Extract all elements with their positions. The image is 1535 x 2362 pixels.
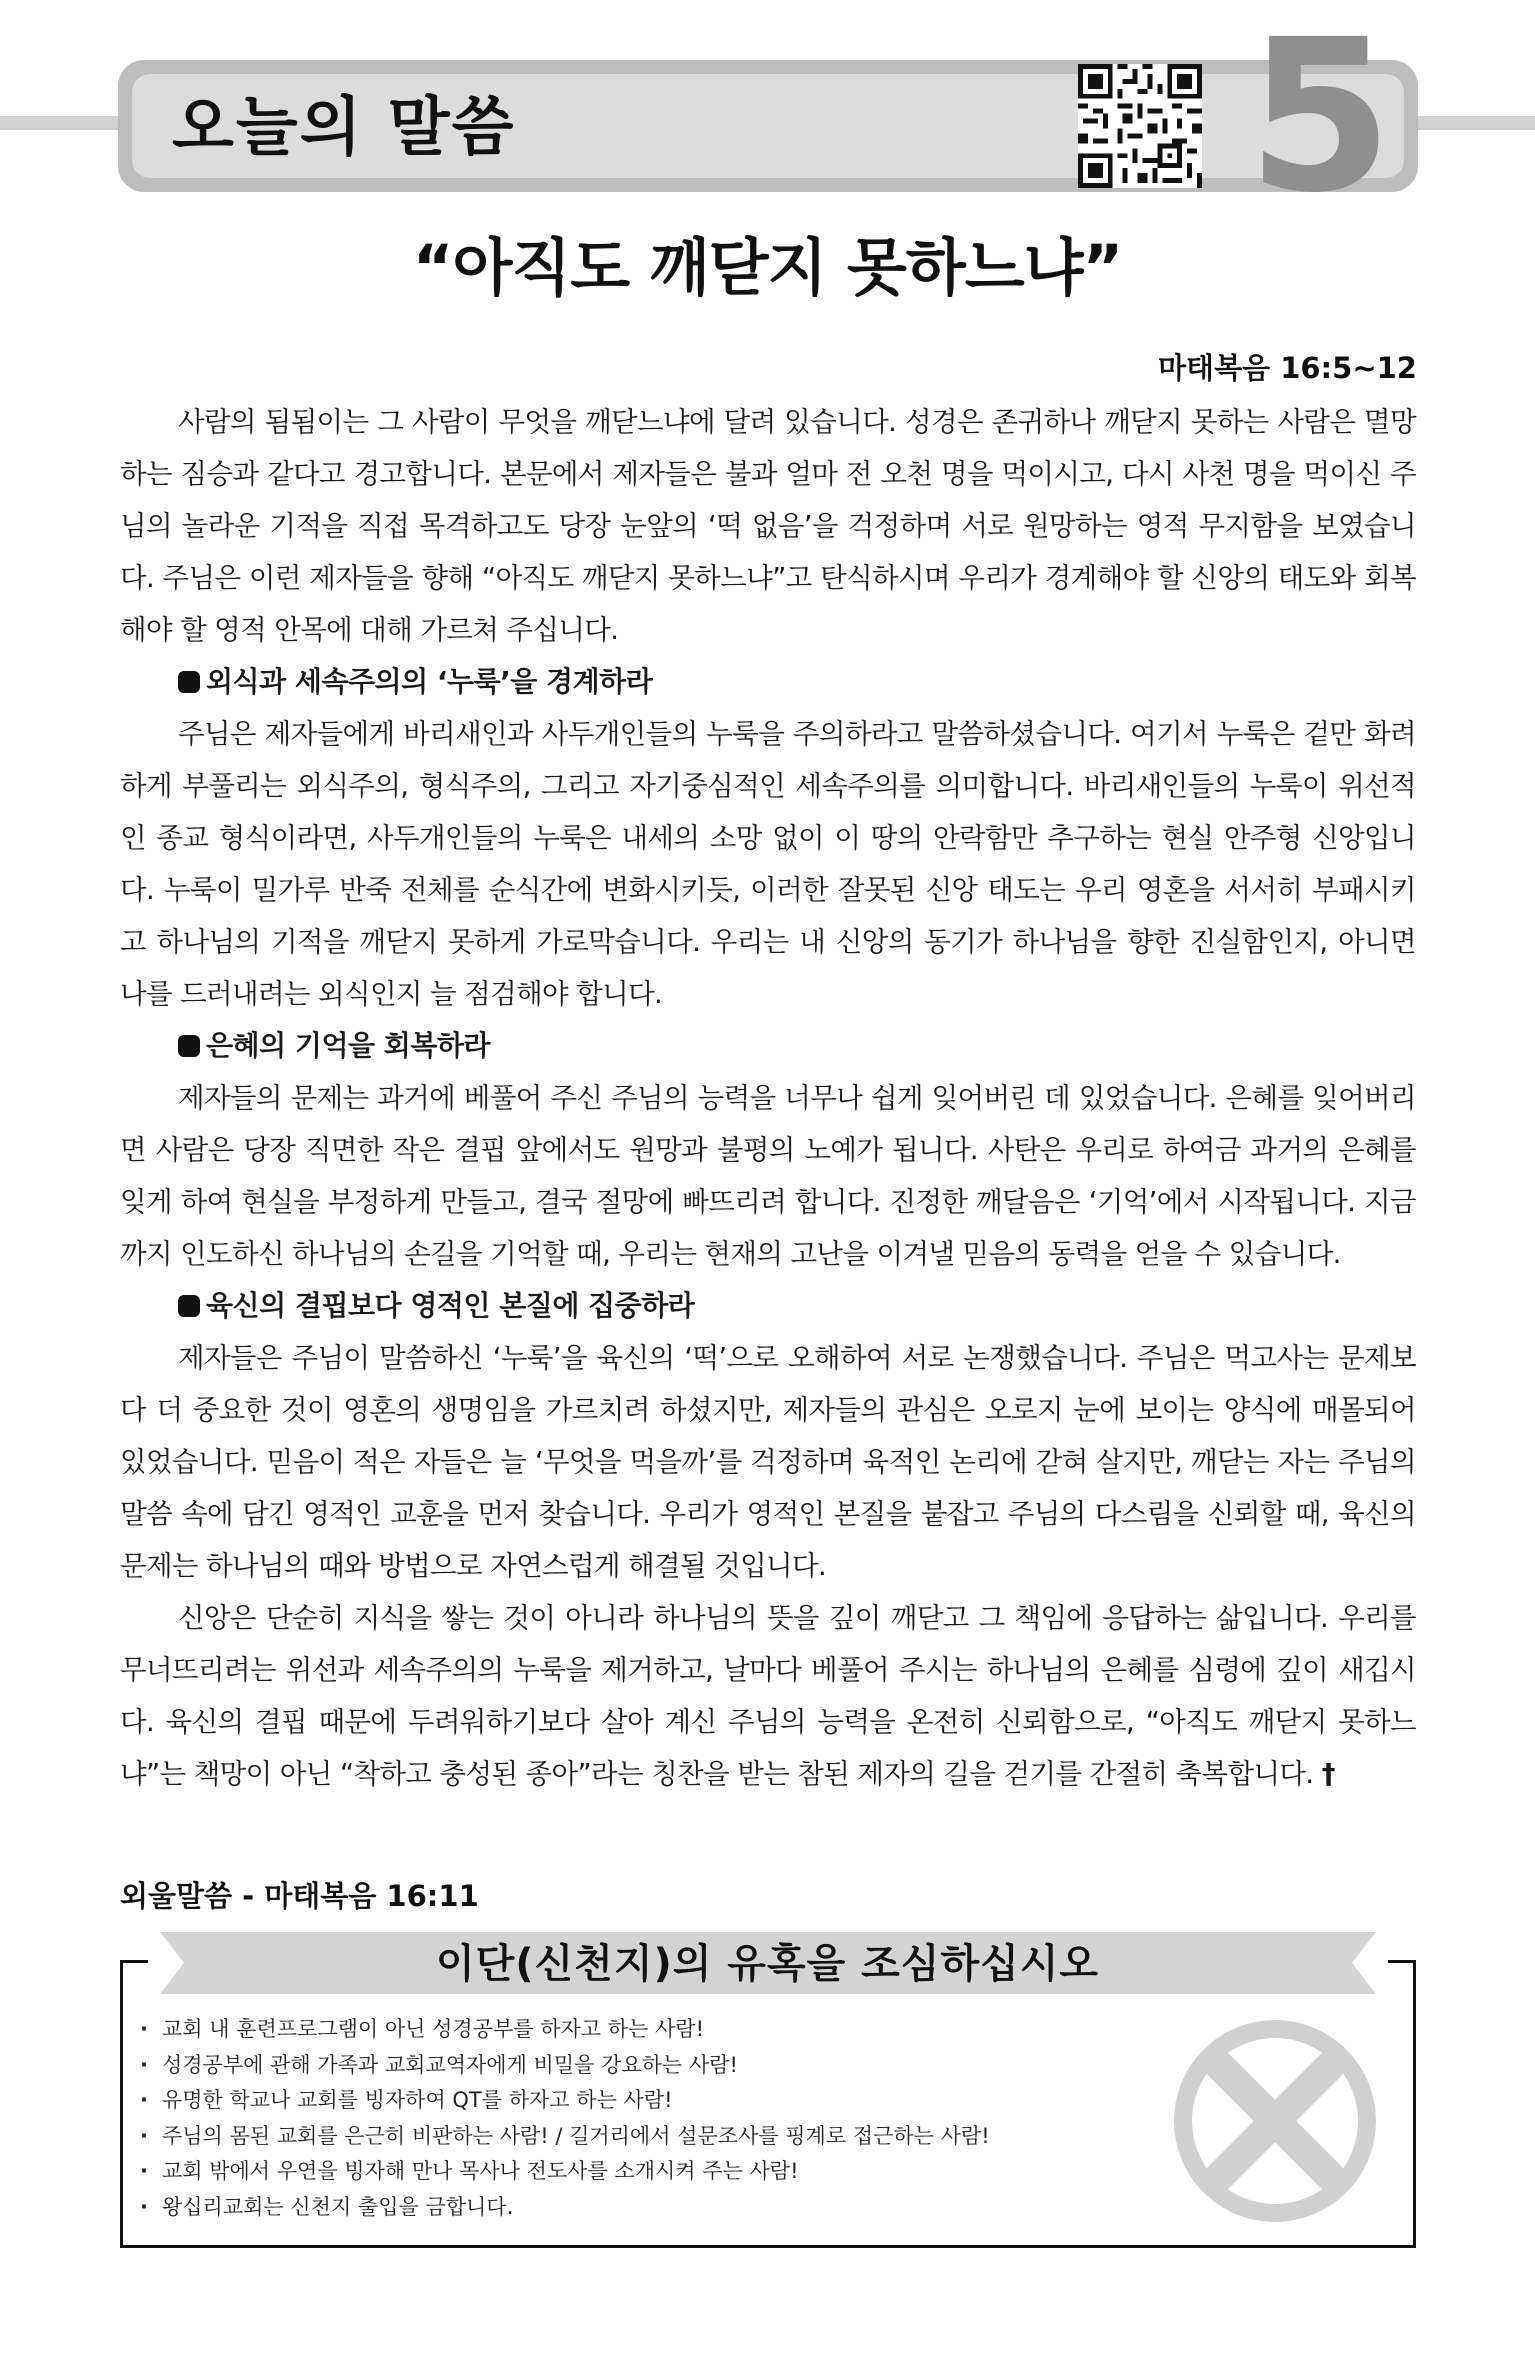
section-title: 오늘의 말씀 [172, 91, 516, 165]
section-heading [120, 1020, 1416, 1072]
prohibition-x-icon [1170, 2016, 1380, 2226]
list-item: · 교회 밖에서 우연을 빙자해 만나 목사나 전도사를 소개시켜 주는 사람! [140, 2154, 990, 2190]
list-item: · 주님의 몸된 교회를 은근히 비판하는 사람! / 길거리에서 설문조사를 핑계로 접근하는 사람! [140, 2119, 990, 2155]
bullet-square-icon [178, 671, 200, 693]
section-heading [120, 1280, 1416, 1332]
section-heading-text: 육신의 결핍보다 영적인 본질에 집중하라 [206, 1289, 695, 1322]
section-heading [120, 656, 1416, 708]
bullet-square-icon [178, 1295, 200, 1317]
scripture-reference: 마태복음 16:5~12 [1158, 351, 1417, 385]
page-number: 5 [1246, 0, 1394, 239]
conclusion-paragraph [120, 1592, 1416, 1800]
qr-code-icon[interactable] [1078, 64, 1202, 188]
section-heading-text: 외식과 세속주의의 ‘누룩’을 경계하라 [206, 665, 653, 698]
conclusion-text: 신앙은 단순히 지식을 쌓는 것이 아니라 하나님의 뜻을 깊이 깨닫고 그 책임에 응답하는 삶입니다. 우리를 무너뜨리려는 위선과 세속주의의 누룩을 제거하고, 날마다 베풀어 주시는 하나님의 은혜를 심령에 깊이 새깁시다. 육신의 결핍 때문에 두려워하기보다 살아 계신 주님의 능력을 온전히 신뢰함으로, “아직도 깨닫지 못하느냐”는 책망이 아닌 “착하고 충성된 종아”라는 칭찬을 받는 참된 제자의 길을 걷기를 간절히 축복합니다. [120, 1602, 1416, 1790]
section-heading-text: 은혜의 기억을 회복하라 [206, 1029, 490, 1062]
sermon-body [120, 396, 1416, 1800]
section-paragraph: 제자들의 문제는 과거에 베풀어 주신 주님의 능력을 너무나 쉽게 잊어버린 데 있었습니다. 은혜를 잊어버리면 사람은 당장 직면한 작은 결핍 앞에서도 원망과 불평의 노예가 됩니다. 사탄은 우리로 하여금 과거의 은혜를 잊게 하여 현실을 부정하게 만들고, 결국 절망에 빠뜨리려 합니다. 진정한 깨달음은 ‘기억’에서 시작됩니다. 지금까지 인도하신 하나님의 손길을 기억할 때, 우리는 현재의 고난을 이겨낼 믿음의 동력을 얻을 수 있습니다. [120, 1082, 1416, 1270]
list-item: · 왕십리교회는 신천지 출입을 금합니다. [140, 2190, 990, 2226]
sermon-title: “아직도 깨닫지 못하느냐” [412, 231, 1123, 304]
warning-title: 이단(신천지)의 유혹을 조심하십시오 [435, 1941, 1099, 1987]
list-item: · 교회 내 훈련프로그램이 아닌 성경공부를 하자고 하는 사람! [140, 2012, 990, 2048]
bullet-square-icon [178, 1035, 200, 1057]
memory-verse: 외울말씀 - 마태복음 16:11 [120, 1879, 479, 1913]
list-item: · 성경공부에 관해 가족과 교회교역자에게 비밀을 강요하는 사람! [140, 2048, 990, 2084]
intro-paragraph: 사람의 됨됨이는 그 사람이 무엇을 깨닫느냐에 달려 있습니다. 성경은 존귀하나 깨닫지 못하는 사람은 멸망하는 짐승과 같다고 경고합니다. 본문에서 제자들은 불과 얼마 전 오천 명을 먹이시고, 다시 사천 명을 먹이신 주님의 놀라운 기적을 직접 목격하고도 당장 눈앞의 ‘떡 없음’을 걱정하며 서로 원망하는 영적 무지함을 보였습니다. 주님은 이런 제자들을 향해 “아직도 깨닫지 못하느냐”고 탄식하시며 우리가 경계해야 할 신앙의 태도와 회복해야 할 영적 안목에 대해 가르쳐 주십니다. [120, 406, 1416, 646]
section-paragraph: 제자들은 주님이 말씀하신 ‘누룩’을 육신의 ‘떡’으로 오해하여 서로 논쟁했습니다. 주님은 먹고사는 문제보다 더 중요한 것이 영혼의 생명임을 가르치려 하셨지만, 제자들의 관심은 오로지 눈에 보이는 양식에 매몰되어 있었습니다. 믿음이 적은 자들은 늘 ‘무엇을 먹을까’를 걱정하며 육적인 논리에 갇혀 살지만, 깨닫는 자는 주님의 말씀 속에 담긴 영적인 교훈을 먼저 찾습니다. 우리가 영적인 본질을 붙잡고 주님의 다스림을 신뢰할 때, 육신의 문제는 하나님의 때와 방법으로 자연스럽게 해결될 것입니다. [120, 1342, 1416, 1582]
cross-icon: † [1321, 1758, 1335, 1790]
list-item: · 유명한 학교나 교회를 빙자하여 QT를 하자고 하는 사람! [140, 2083, 990, 2119]
section-paragraph: 주님은 제자들에게 바리새인과 사두개인들의 누룩을 주의하라고 말씀하셨습니다. 여기서 누룩은 겉만 화려하게 부풀리는 외식주의, 형식주의, 그리고 자기중심적인 세속주의를 의미합니다. 바리새인들의 누룩이 위선적인 종교 형식이라면, 사두개인들의 누룩은 내세의 소망 없이 이 땅의 안락함만 추구하는 현실 안주형 신앙입니다. 누룩이 밀가루 반죽 전체를 순식간에 변화시키듯, 이러한 잘못된 신앙 태도는 우리 영혼을 서서히 부패시키고 하나님의 기적을 깨닫지 못하게 가로막습니다. 우리는 내 신앙의 동기가 하나님을 향한 진실함인지, 아니면 나를 드러내려는 외식인지 늘 점검해야 합니다. [120, 718, 1416, 1010]
warning-list [140, 2012, 990, 2225]
